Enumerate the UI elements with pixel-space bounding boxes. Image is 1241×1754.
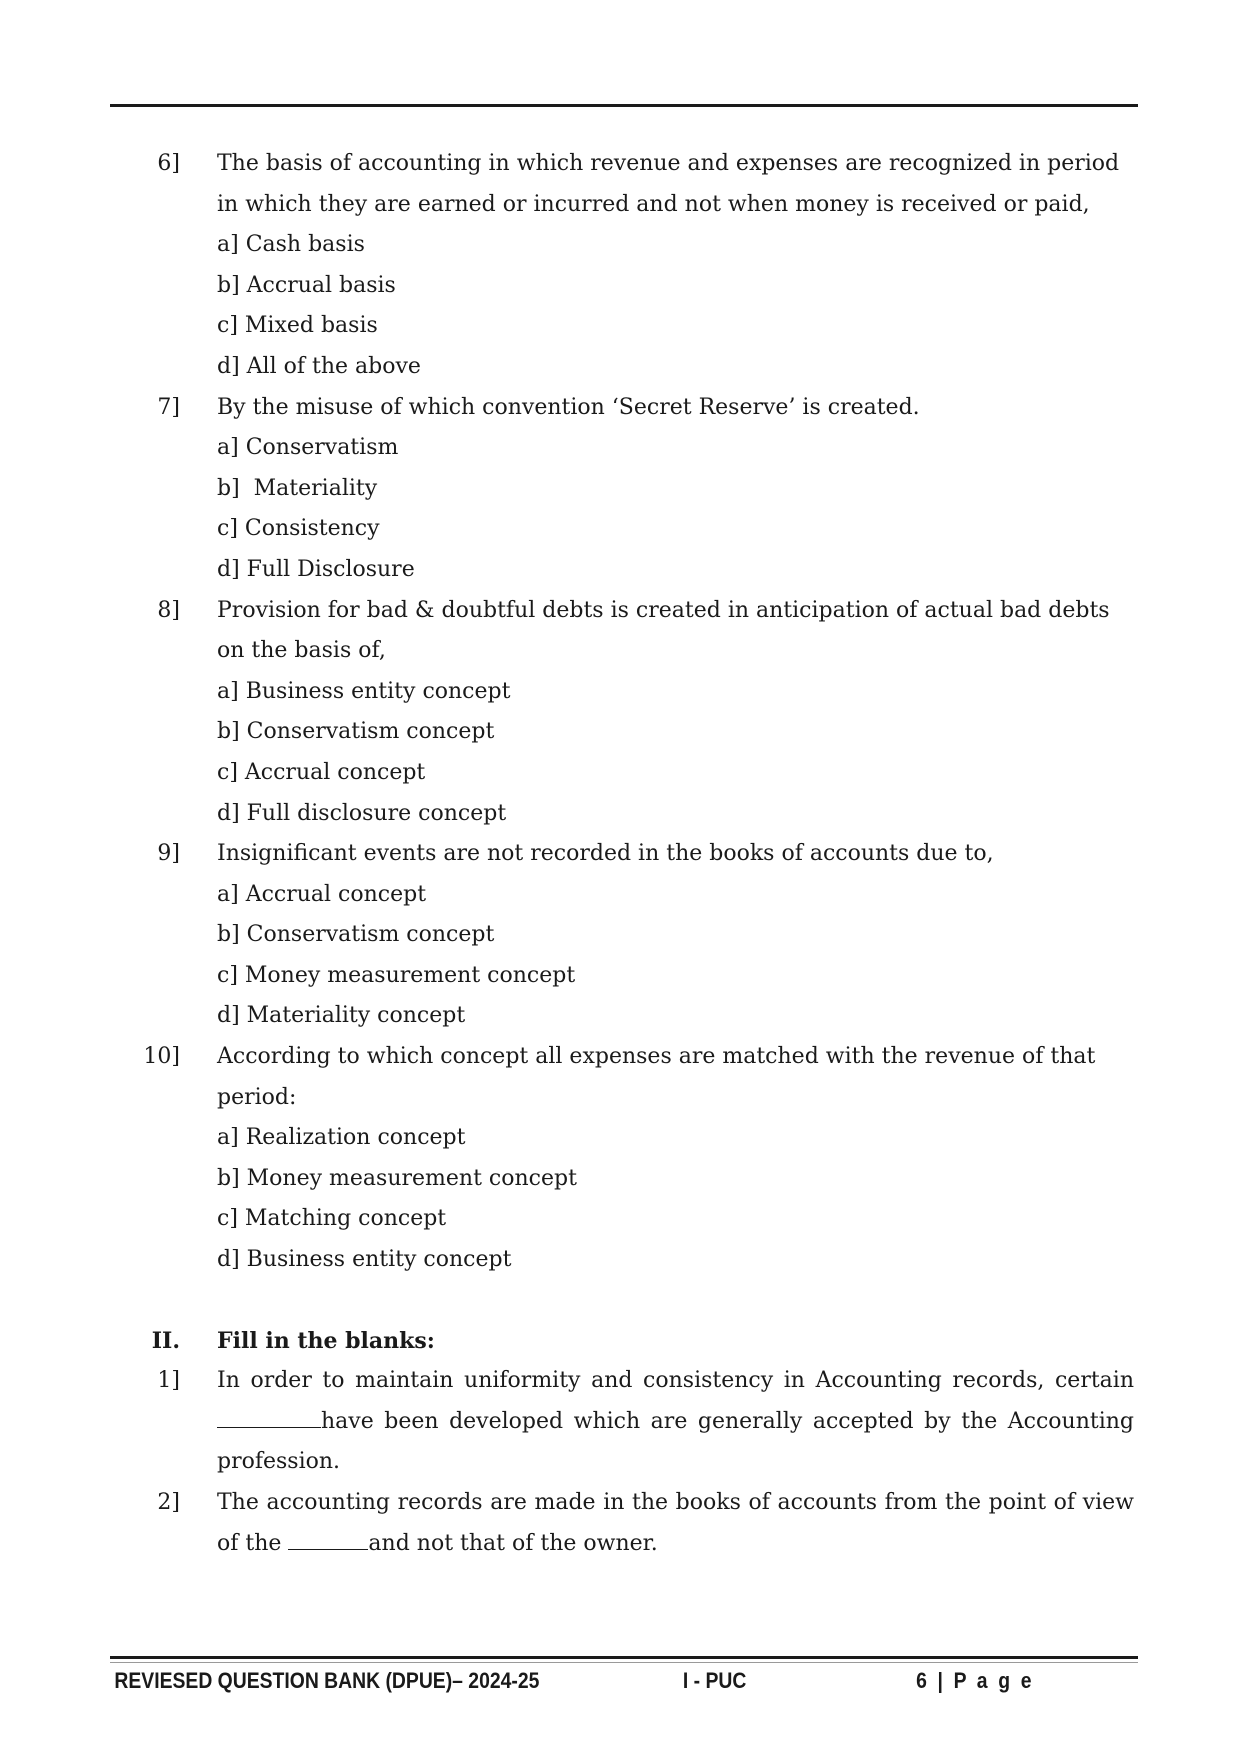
option-a: a] Business entity concept (217, 678, 511, 704)
question-text-line: period: (217, 1084, 297, 1110)
option-c: c] Mixed basis (217, 313, 378, 339)
question-9 (0, 834, 1241, 1037)
option-a: a] Cash basis (217, 232, 365, 258)
page-number: 6 | P a g e (916, 1668, 1035, 1693)
option-b: b] Money measurement concept (217, 1165, 577, 1191)
section-number: II. (151, 1327, 180, 1354)
question-text-line: on the basis of, (217, 638, 386, 664)
option-d: d] All of the above (217, 353, 421, 379)
footer-rule (110, 1656, 1138, 1659)
question-text-line: According to which concept all expenses are matched with the revenue of that (217, 1044, 1096, 1070)
question-number: 2] (157, 1490, 180, 1515)
question-7 (0, 388, 1241, 591)
question-text-line: Insignificant events are not recorded in the books of accounts due to, (217, 841, 994, 867)
footer-rule-thin (110, 1662, 1138, 1663)
option-b: b] Materiality (217, 475, 378, 501)
question-number: 10] (143, 1044, 180, 1070)
fill-blank-2 (0, 1483, 1241, 1564)
option-a: a] Realization concept (217, 1125, 466, 1151)
section-title: Fill in the blanks: (217, 1327, 435, 1354)
answer-blank (217, 1405, 321, 1428)
option-d: d] Business entity concept (217, 1247, 512, 1273)
option-c: c] Consistency (217, 516, 380, 542)
question-number: 9] (157, 841, 180, 867)
question-text-line: By the misuse of which convention ‘Secret Reserve’ is created. (217, 394, 920, 420)
question-text-line: in which they are earned or incurred and not when money is received or paid, (217, 191, 1090, 217)
section-heading (0, 1321, 1241, 1362)
option-a: a] Conservatism (217, 435, 399, 461)
question-text-line: Provision for bad & doubtful debts is created in anticipation of actual bad debts (217, 597, 1110, 623)
footer-class: I - PUC (682, 1668, 747, 1693)
option-c: c] Matching concept (217, 1206, 447, 1232)
option-c: c] Money measurement concept (217, 962, 576, 988)
question-text: In order to maintain uniformity and consistency in Accounting records, certain have been developed which are generally accepted by the Accounting profession. (217, 1368, 1134, 1475)
fill-blank-1 (0, 1361, 1241, 1483)
question-text-line: The basis of accounting in which revenue and expenses are recognized in period (217, 151, 1120, 176)
footer-title: REVIESED QUESTION BANK (DPUE)– 2024-25 (114, 1668, 540, 1693)
answer-blank (288, 1527, 368, 1550)
question-6 (0, 144, 1241, 388)
option-d: d] Full disclosure concept (217, 800, 507, 826)
option-b: b] Accrual basis (217, 272, 396, 298)
option-d: d] Full Disclosure (217, 556, 415, 582)
question-number: 8] (157, 597, 180, 623)
header-rule (110, 104, 1138, 107)
option-d: d] Materiality concept (217, 1003, 466, 1029)
option-b: b] Conservatism concept (217, 719, 495, 745)
question-number: 1] (157, 1368, 180, 1394)
page-content (0, 144, 1241, 1564)
option-a: a] Accrual concept (217, 881, 427, 907)
question-10 (0, 1037, 1241, 1281)
question-text: The accounting records are made in the books of accounts from the point of view of the and not that of the owner. (217, 1490, 1134, 1556)
option-c: c] Accrual concept (217, 759, 426, 785)
option-b: b] Conservatism concept (217, 922, 495, 948)
question-number: 7] (157, 394, 180, 420)
question-8 (0, 591, 1241, 835)
question-number: 6] (157, 151, 180, 176)
page-footer (0, 1664, 1092, 1698)
